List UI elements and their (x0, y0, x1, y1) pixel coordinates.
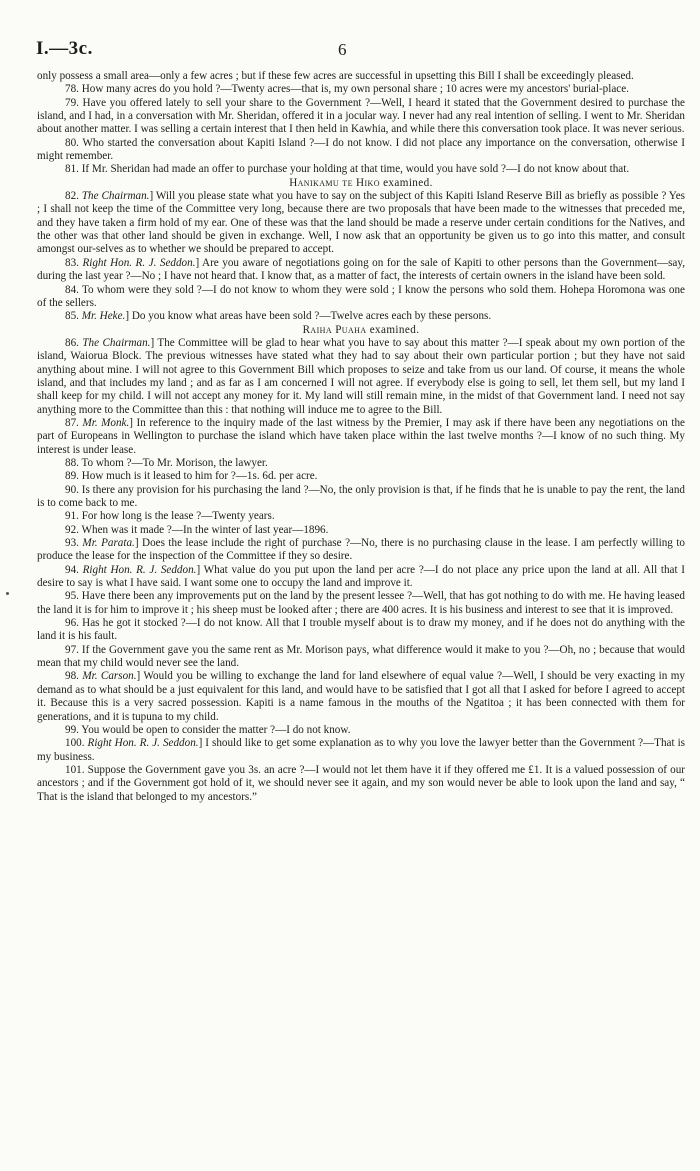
heading-suffix: examined. (366, 323, 420, 336)
witness-heading (37, 177, 685, 190)
question-number: 86. (65, 336, 83, 349)
paragraph-82 (37, 190, 685, 257)
speaker: Mr. Parata. (82, 537, 135, 550)
question-number: 93. (65, 537, 83, 550)
speaker: Right Hon. R. J. Seddon. (87, 737, 199, 750)
paragraph-101: 101. Suppose the Government gave you 3s. an acre ?—I would not let them have it if they offered me £1. It is a valued possession of our ancestors ; and if the Government got hold of it, we should never see it again, and my son would never be able to look upon the land and say, “ That is the island that belonged to my ancestors.” (37, 763, 685, 803)
paragraph-88: 88. To whom ?—To Mr. Morison, the lawyer. (65, 456, 268, 469)
paragraph-90: 90. Is there any provision for his purchasing the land ?—No, the only provision is that, if he finds that he is unable to pay the rent, the land is to come back to me. (37, 483, 685, 509)
document-reference: I.—3c. (36, 38, 93, 59)
question-number: 98. (65, 670, 83, 683)
paragraph-89: 89. How much is it leased to him for ?—1s. 6d. per acre. (65, 470, 318, 483)
paragraph-text: ] Are you aware of negotiations going on for the sale of Kapiti to other persons than the Government—say, during the last year ?—No ; I have not heard that. I know that, as a matter of fact, the interests of certain owners in the island have been sold. (37, 256, 685, 283)
paragraph-96: 96. Has he got it stocked ?—I do not know. All that I trouble myself about is to draw my money, and if he does not do anything with the land it is his fault. (37, 617, 685, 643)
paragraph-text: ] I should like to get some explanation as to why you love the lawyer better than the Government ?—That is my business. (37, 737, 686, 763)
question-number: 87. (65, 416, 83, 429)
paragraph-85 (37, 310, 685, 323)
speaker: Mr. Heke. (81, 310, 126, 323)
paragraph-text: ] Does the lease include the right of purchase ?—No, there is no purchasing clause in the lease. I am perfectly willing to produce the lease for the inspection of the Committee if they so desire. (37, 537, 685, 563)
question-number: 94. (65, 563, 83, 576)
paragraph: only possess a small area—only a few acres ; but if these few acres are successful in upsetting this Bill I shall be exceedingly pleased. (37, 70, 634, 82)
question-number: 83. (65, 256, 83, 269)
question-number: 85. (65, 310, 82, 323)
paragraph-79: 79. Have you offered lately to sell your share to the Government ?—Well, I heard it stated that the Government desired to purchase the island, and I had, in a conversation with Mr. Sheridan, offered it in a jocular way. I never had any real intention of selling. I went to Mr. Sheridan about another matter. I was selling a certain interest that I then held in Kawhia, and while there this conversation took place. It was never serious. (37, 96, 685, 136)
paragraph-86 (37, 337, 685, 417)
paragraph-87 (37, 417, 685, 457)
paragraph-81: 81. If Mr. Sheridan had made an offer to purchase your holding at that time, would you have sold ?—I do not know about that. (65, 163, 630, 176)
paragraph-text: ] In reference to the inquiry made of the last witness by the Premier, I may ask if there have been any negotiations on the part of Europeans in Wellington to purchase the island which have taken place within the last twelve months ?—I know of no such thing. My interest is under lease. (37, 416, 685, 456)
speaker: Right Hon. R. J. Seddon. (82, 563, 197, 576)
margin-mark (6, 592, 9, 595)
witness-heading (37, 324, 685, 337)
paragraph-78: 78. How many acres do you hold ?—Twenty acres—that is, my own personal share ; 10 acres were my ancestors' burial-place. (65, 83, 629, 96)
speaker: The Chairman. (81, 190, 150, 203)
paragraph-text: ] Will you please state what you have to say on the subject of this Kapiti Island Reserve Bill as briefly as possible ? Yes ; I shall not keep the time of the Committee very long, because there are two proposals that have been made to the witnesses that preceded me, and they have taken a firm hold of my ear. One of these was that the land should be made a reserve under certain conditions for the Natives, and the other was that other land should be given in exchange. Well, I now ask that an opportunity be given us to go into this matter, and consult amongst our-selves as to whether we should be prepared to accept. (37, 190, 685, 256)
page-number: 6 (338, 40, 347, 59)
paragraph-80: 80. Who started the conversation about Kapiti Island ?—I do not know. I did not place any importance on the conversation, otherwise I might remember. (37, 136, 685, 163)
speaker: Right Hon. R. J. Seddon. (82, 256, 196, 269)
paragraph-97: 97. If the Government gave you the same rent as Mr. Morison pays, what difference would it make to you ?—Oh, no ; because that would mean that my child would never see the land. (37, 643, 685, 670)
paragraph-99: 99. You would be open to consider the matter ?—I do not know. (65, 723, 351, 736)
paragraph-94 (37, 564, 685, 591)
paragraph-93 (37, 537, 685, 564)
document-body (37, 70, 685, 804)
paragraph-text: ] Would you be willing to exchange the land for land elsewhere of equal value ?—Well, I should be very exacting in my demand as to what should be a just equivalent for this land, and would have to be satisfied that I got all that I asked for before I agreed to accept it. Because this is a very sacred possession. Kapiti is a name famous in the mouths of the Ngatitoa ; it has been connected with them for generations, and it is tupuna to my child. (37, 670, 685, 723)
speaker: The Chairman. (82, 336, 151, 349)
witness-name: Hanikamu te Hiko (289, 176, 380, 189)
paragraph-92: 92. When was it made ?—In the winter of last year—1896. (65, 523, 329, 536)
paragraph-100 (37, 737, 685, 764)
question-number: 100. (65, 737, 88, 750)
paragraph-text: ] What value do you put upon the land per acre ?—I do not place any price upon the land at all. All that I desire to say is what I have said. I want some one to occupy the land and improve it. (37, 563, 685, 590)
speaker: Mr. Monk. (82, 416, 130, 429)
witness-name: Raiha Puaha (302, 323, 367, 336)
paragraph-text: ] The Committee will be glad to hear what you have to say about this matter ?—I speak about my own portion of the island, Waiorua Block. The previous witnesses have stated what they had to say about their own particular portion ; but they have not said anything about mine. I will not agree to this Government Bill which proposes to seize and take from us our land. Of course, it means the whole island, and that includes my land ; and as far as I am concerned I will not agree. If everybody else is going to sell, let them sell, but my land I shall keep for my child. I will not accept any money for it. My land will still remain mine, in the midst of that Government land. I need not say anything more to the Committee than this : that nothing will induce me to agree to the Bill. (37, 336, 685, 416)
paragraph-98 (37, 670, 685, 723)
question-number: 82. (65, 190, 82, 203)
paragraph-text: ] Do you know what areas have been sold ?—Twelve acres each by these persons. (125, 310, 492, 323)
paragraph-84: 84. To whom were they sold ?—I do not know to whom they were sold ; I know the persons who sold them. Hohepa Horomona was one of the sellers. (37, 283, 685, 309)
speaker: Mr. Carson. (82, 670, 137, 683)
paragraph-83 (37, 257, 685, 284)
paragraph-91: 91. For how long is the lease ?—Twenty years. (65, 510, 275, 523)
heading-suffix: examined. (379, 176, 433, 189)
paragraph-95: 95. Have there been any improvements put on the land by the present lessee ?—Well, that has got nothing to do with me. He having leased the land it is for him to improve it ; his sheep must be looked after ; there are 400 acres. It is his business and interest to see that it is improved. (37, 590, 685, 616)
